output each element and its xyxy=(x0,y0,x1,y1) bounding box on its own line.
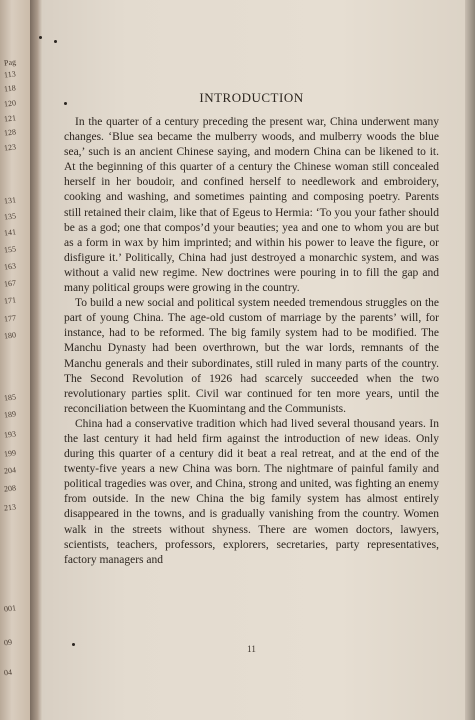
margin-number: 131 xyxy=(3,195,17,206)
margin-number: 121 xyxy=(3,113,17,124)
page-text-block xyxy=(64,90,439,654)
facing-page-margin xyxy=(0,0,30,720)
paragraph: In the quarter of a century preceding the present war, China underwent many changes. ‘Blue sea became the mulberry woods, and mulberry woods the blue sea,’ such is an ancient Chinese saying, and modern China can be likened to it. At the beginning of this quarter of a century the Chinese woman still concealed herself in her boudoir, and confined herself to needlework and embroidery, cooking and washing, and sometimes painting and composing poetry. Parents still retained their claim, like that of Egeus to Hermia: ‘To you your father should be as a god; one that compos’d your beauties; yea and one to whom you are but as a form in wax by him imprinted; and within his power to leave the figure, or disfigure it.’ Politically, China had just destroyed a monarchic system, and was without a valid new regime. New doctrines were pouring in to fill the gap and many political groups were growing in the country. xyxy=(64,116,439,295)
margin-number: 120 xyxy=(3,98,17,109)
ink-speck xyxy=(39,36,42,39)
margin-number: 118 xyxy=(3,83,17,94)
margin-number: 167 xyxy=(3,278,17,289)
margin-number: 04 xyxy=(3,667,13,678)
margin-number: 180 xyxy=(3,330,17,341)
margin-number: 185 xyxy=(3,392,17,403)
margin-number: 208 xyxy=(3,483,17,494)
paragraph: To build a new social and political system needed tremendous struggles on the part of young China. The age-old custom of marriage by the parents’ will, for instance, had to be reformed. The big family system had to be modified. The Manchu Dynasty had been overthrown, but the war lords, remnants of the Manchu generals and their subordinates, still ruled in many parts of the country. The Second Revolution of 1926 had scarcely succeeded when the two revolutionary parties split. Civil war continued for ten more years, until the reconciliation between the Kuomintang and the Communists. xyxy=(64,297,439,415)
book-page xyxy=(42,0,465,720)
margin-number: 128 xyxy=(3,127,17,138)
page-number: 11 xyxy=(247,644,256,654)
book-gutter xyxy=(30,0,42,720)
margin-number: 171 xyxy=(3,295,17,306)
margin-number: 113 xyxy=(3,69,17,80)
ink-speck xyxy=(54,40,57,43)
margin-number: 135 xyxy=(3,211,17,222)
margin-number: 155 xyxy=(3,244,17,255)
margin-number: 213 xyxy=(3,502,17,513)
margin-number: 09 xyxy=(3,637,13,648)
margin-number: 163 xyxy=(3,261,17,272)
margin-number: 193 xyxy=(3,429,17,440)
margin-number: 177 xyxy=(3,313,17,324)
page-edge xyxy=(465,0,475,720)
margin-number: 141 xyxy=(3,227,17,238)
margin-number: 204 xyxy=(3,465,17,476)
chapter-title: INTRODUCTION xyxy=(199,90,304,105)
paragraph: China had a conservative tradition which had lived several thousand years. In the last century it had held firm against the introduction of new ideas. Only during this quarter of a century did it beat a real retreat, and at the end of the twenty-five years a new China was born. The nightmare of painful family and political tragedies was over, and China, strong and united, was fighting an enemy from outside. In the new China the big family system has almost entirely disappeared in the towns, and is gradually vanishing from the country. Women walk in the streets without shyness. There are women doctors, lawyers, scientists, teachers, professors, explorers, secretaries, party representatives, factory managers and xyxy=(64,417,439,566)
margin-number: 123 xyxy=(3,142,17,153)
margin-number: 189 xyxy=(3,409,17,420)
margin-number: 199 xyxy=(3,448,17,459)
margin-number: Pag xyxy=(3,57,17,68)
margin-number: 001 xyxy=(3,603,17,614)
